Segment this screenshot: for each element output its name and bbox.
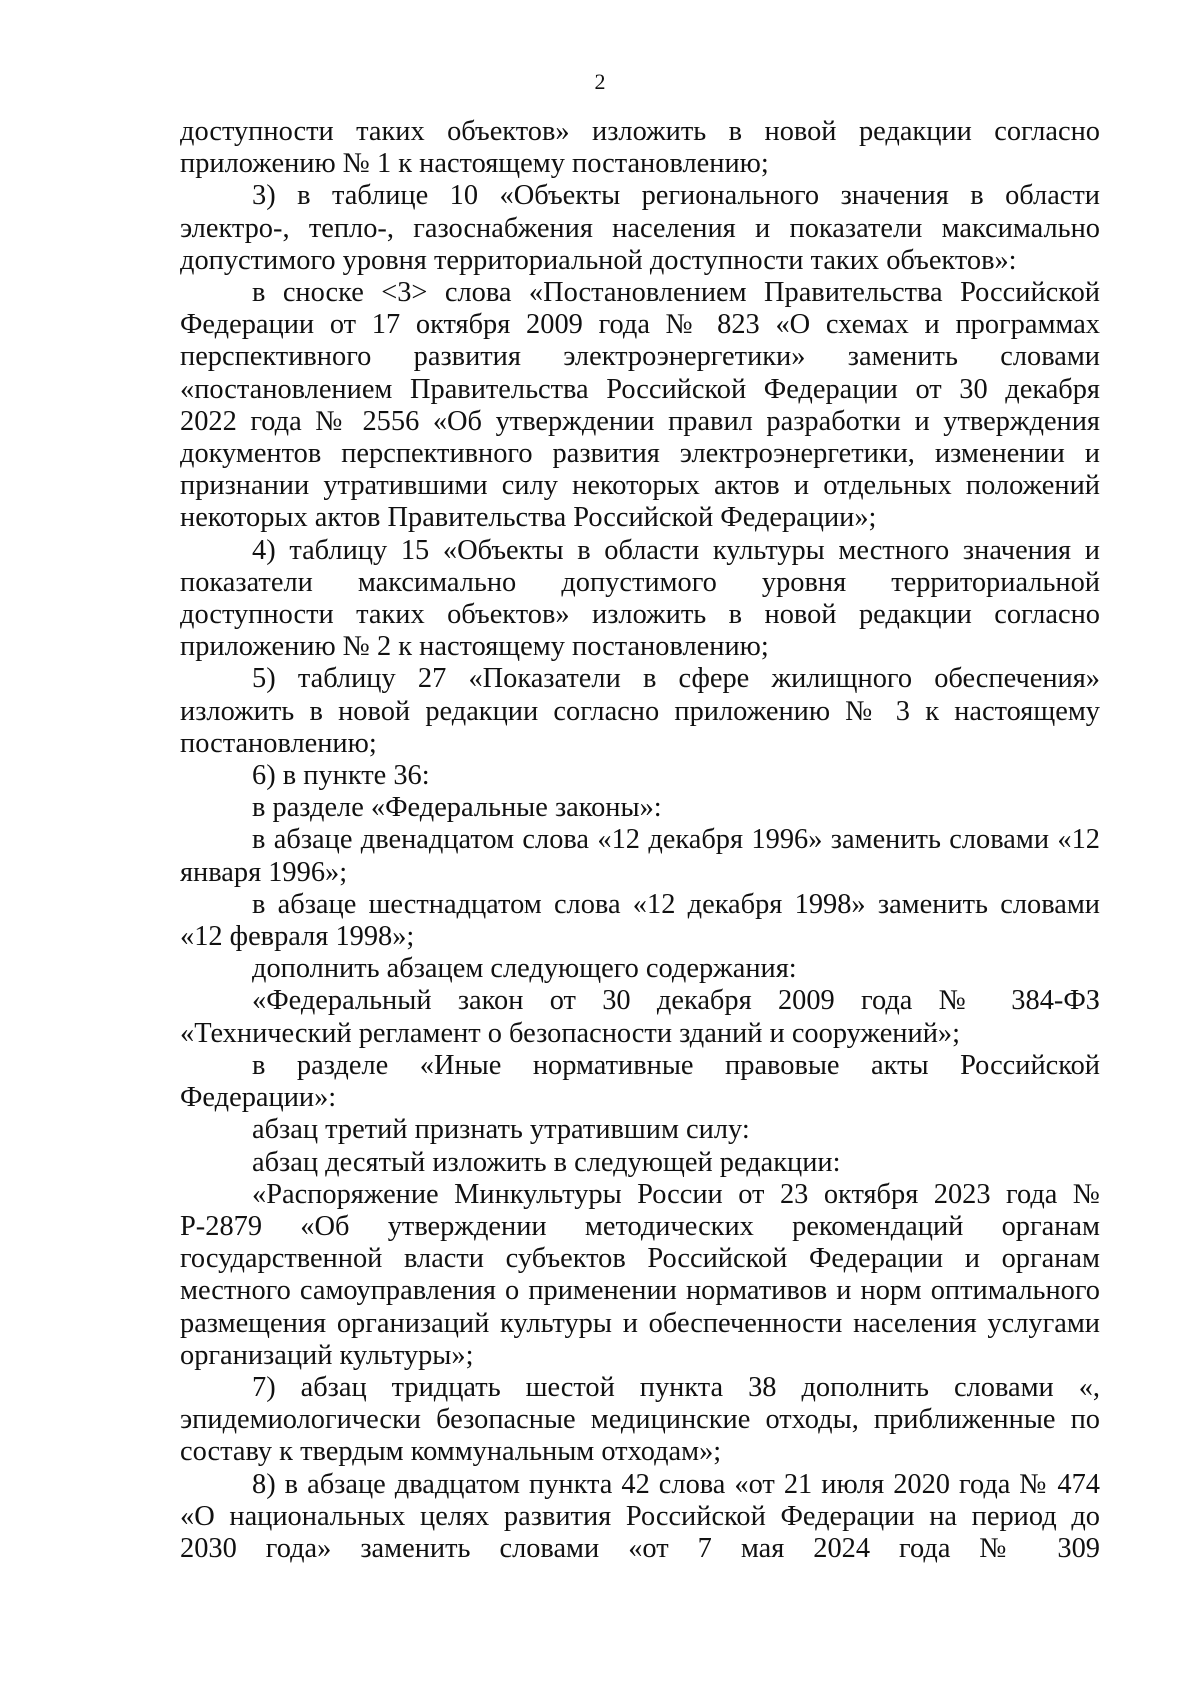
paragraph-twelfth: в абзаце двенадцатом слова «12 декабря 1996» заменить словами «12 января 1996»; xyxy=(180,824,1100,888)
paragraph-tenth-new: абзац десятый изложить в следующей редакции: xyxy=(252,1146,841,1178)
paragraph-item-7: 7) абзац тридцать шестой пункта 38 дополнить словами «, эпидемиологически безопасные медицинские отходы, приближенные по составу к твердым коммунальным отходам»; xyxy=(180,1371,1100,1468)
paragraph-ministry-order: «Распоряжение Минкультуры России от 23 октября 2023 года № Р-2879 «Об утверждении методических рекомендаций органам государственной власти субъектов Российской Федерации и органам местного самоуправления о применении нормативов и норм оптимального размещения организаций культуры и обеспеченности населения услугами организаций культуры»; xyxy=(180,1178,1100,1371)
paragraph-section-other-acts: в разделе «Иные нормативные правовые акты Российской Федерации»: xyxy=(180,1049,1100,1114)
paragraph-item-8: 8) в абзаце двадцатом пункта 42 слова «от 21 июля 2020 года № 474 «О национальных целях развития Российской Федерации на период до 2030 года» заменить словами «от 7 мая 2024 года № 309 xyxy=(180,1468,1100,1564)
paragraph-section-federal-laws: в разделе «Федеральные законы»: xyxy=(252,792,662,824)
document-body xyxy=(180,116,1100,1565)
paragraph-item-3: 3) в таблице 10 «Объекты регионального значения в области электро-, тепло-, газоснабжения населения и показатели максимально допустимого уровня территориальной доступности таких объектов»: xyxy=(180,180,1100,276)
paragraph-footnote-3: в сноске <3> слова «Постановлением Правительства Российской Федерации от 17 октября 2009 года № 823 «О схемах и программах перспективного развития электроэнергетики» заменить словами «постановлением Правительства Российской Федерации от 30 декабря 2022 года № 2556 «Об утверждении правил разработки и утверждения документов перспективного развития электроэнергетики, изменении и признании утратившими силу некоторых актов и отдельных положений некоторых актов Правительства Российской Федерации»; xyxy=(180,277,1100,534)
page-number: 2 xyxy=(594,69,606,94)
paragraph-item-4: 4) таблицу 15 «Объекты в области культуры местного значения и показатели максимально допустимого уровня территориальной доступности таких объектов» изложить в новой редакции согласно приложению № 2 к настоящему постановлению; xyxy=(180,534,1100,663)
paragraph-item-6: 6) в пункте 36: xyxy=(252,760,430,792)
paragraph-supplement: дополнить абзацем следующего содержания: xyxy=(252,953,797,985)
paragraph-sixteenth: в абзаце шестнадцатом слова «12 декабря 1998» заменить словами «12 февраля 1998»; xyxy=(180,888,1100,953)
paragraph-continuation: доступности таких объектов» изложить в новой редакции согласно приложению № 1 к настоящему постановлению; xyxy=(180,116,1100,180)
paragraph-federal-law-384: «Федеральный закон от 30 декабря 2009 года № 384-ФЗ «Технический регламент о безопасности зданий и сооружений»; xyxy=(180,985,1100,1049)
paragraph-third-void: абзац третий признать утратившим силу: xyxy=(252,1114,750,1146)
paragraph-item-5: 5) таблицу 27 «Показатели в сфере жилищного обеспечения» изложить в новой редакции согласно приложению № 3 к настоящему постановлению; xyxy=(180,663,1100,759)
